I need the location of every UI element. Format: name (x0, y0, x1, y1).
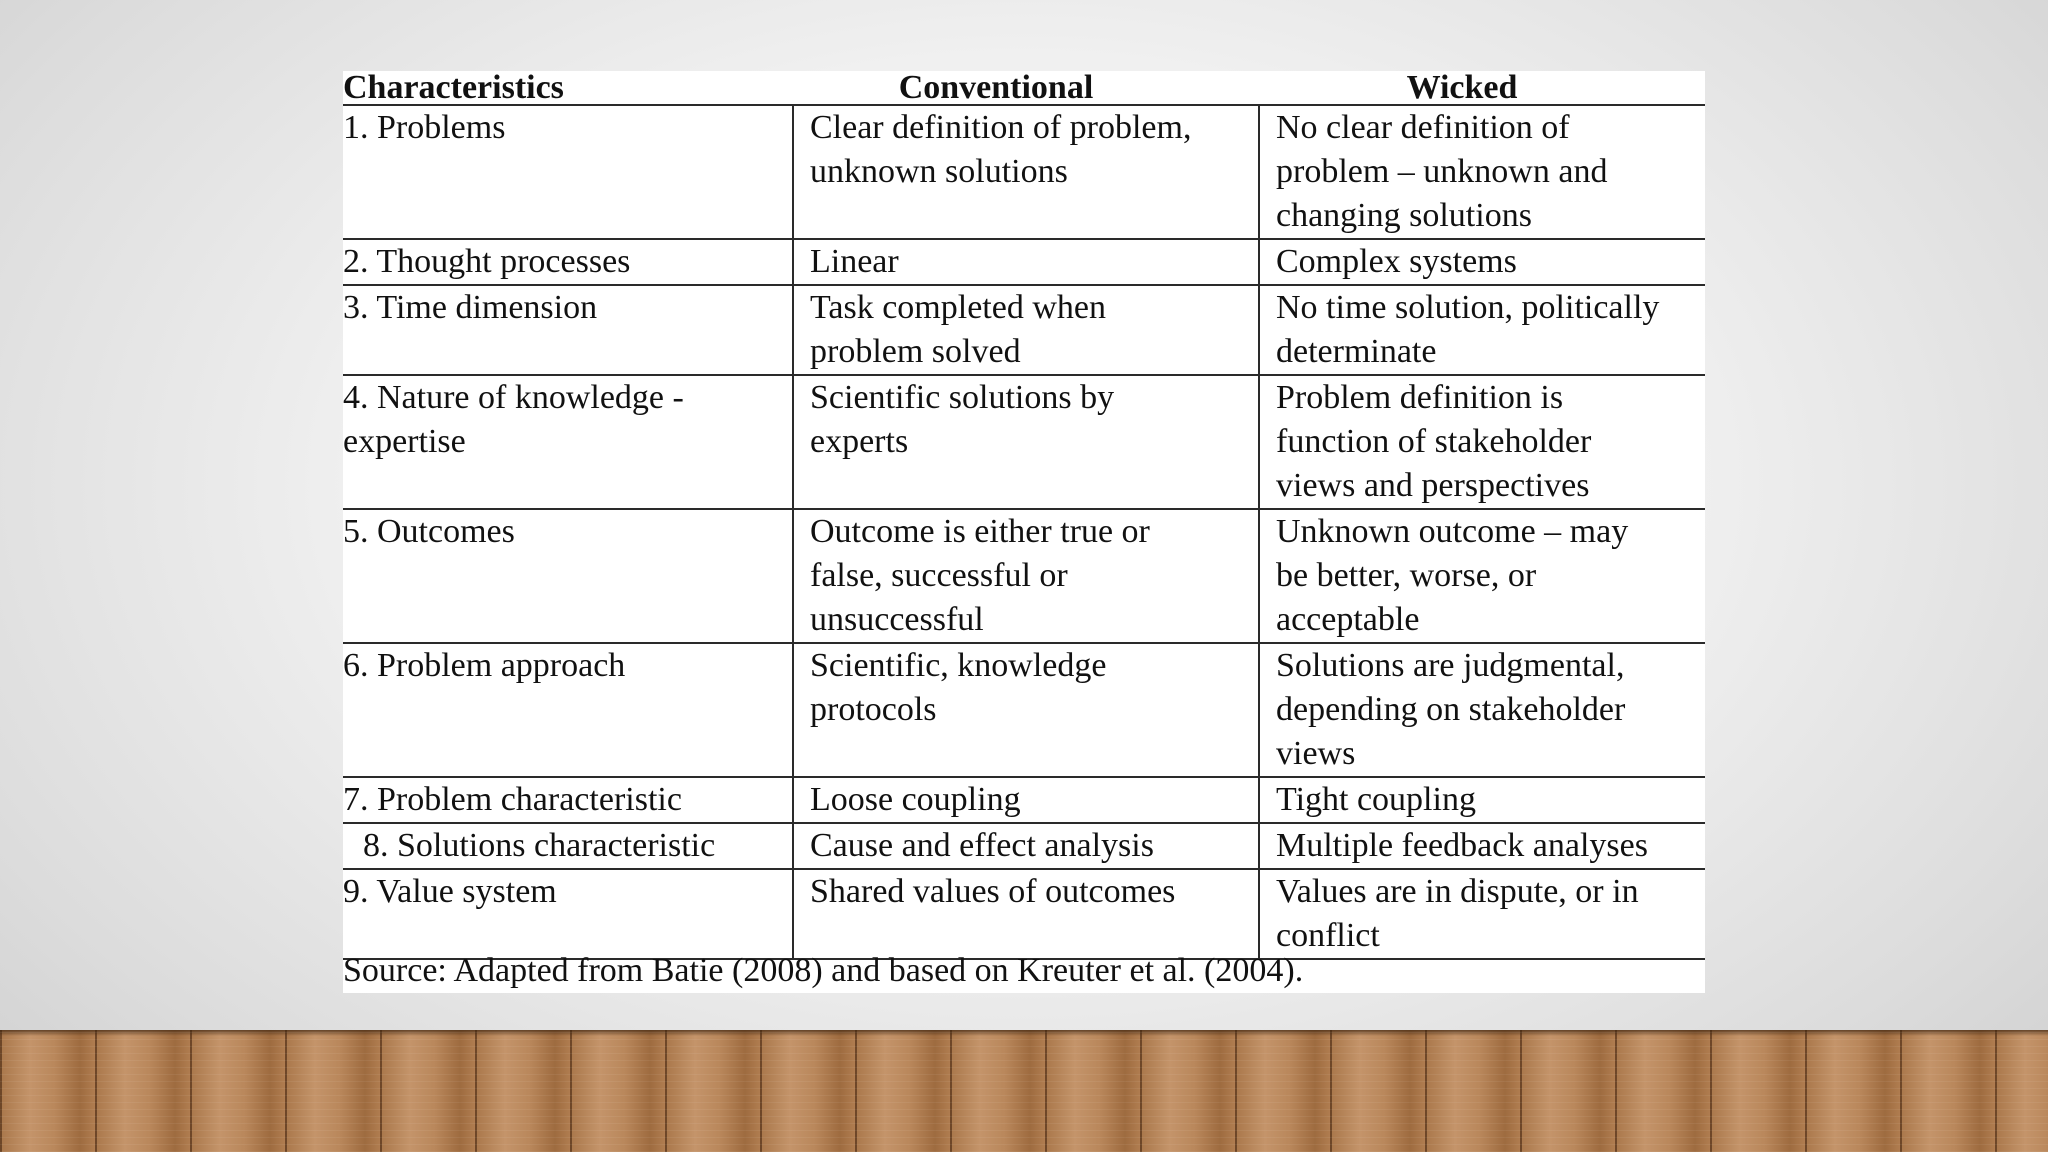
table-row (343, 509, 1705, 643)
header-characteristics: Characteristics (343, 71, 793, 105)
table-row (343, 375, 1705, 509)
wicked-cell: Values are in dispute, or in conflict (1259, 869, 1705, 959)
wicked-cell: Solutions are judgmental, depending on stakeholder views (1259, 643, 1705, 777)
table-row (343, 777, 1705, 823)
conventional-cell: Scientific, knowledge protocols (793, 643, 1259, 777)
wicked-cell: Complex systems (1259, 239, 1705, 285)
characteristic-cell: 1. Problems (343, 105, 793, 239)
wood-floor-background (0, 1030, 2048, 1152)
conventional-cell: Linear (793, 239, 1259, 285)
characteristic-cell: 6. Problem approach (343, 643, 793, 777)
conventional-cell: Outcome is either true or false, successful or unsuccessful (793, 509, 1259, 643)
wicked-cell: Multiple feedback analyses (1259, 823, 1705, 869)
conventional-cell: Scientific solutions by experts (793, 375, 1259, 509)
wicked-cell: Problem definition is function of stakeholder views and perspectives (1259, 375, 1705, 509)
table-row (343, 285, 1705, 375)
wicked-cell: No time solution, politically determinate (1259, 285, 1705, 375)
table-row (343, 823, 1705, 869)
header-conventional: Conventional (793, 71, 1259, 105)
table-header-row (343, 71, 1705, 105)
conventional-cell: Task completed when problem solved (793, 285, 1259, 375)
slide-table-panel (343, 71, 1705, 993)
conventional-cell: Clear definition of problem, unknown solutions (793, 105, 1259, 239)
characteristic-cell: 8. Solutions characteristic (343, 823, 793, 869)
conventional-cell: Shared values of outcomes (793, 869, 1259, 959)
table-row (343, 643, 1705, 777)
wicked-cell: Tight coupling (1259, 777, 1705, 823)
wicked-cell: Unknown outcome – may be better, worse, or acceptable (1259, 509, 1705, 643)
characteristic-cell: 9. Value system (343, 869, 793, 959)
table-row (343, 239, 1705, 285)
table-row (343, 869, 1705, 959)
characteristic-cell: 7. Problem characteristic (343, 777, 793, 823)
table-row (343, 105, 1705, 239)
characteristic-cell: 4. Nature of knowledge - expertise (343, 375, 793, 509)
conventional-cell: Loose coupling (793, 777, 1259, 823)
characteristic-cell: 5. Outcomes (343, 509, 793, 643)
characteristic-cell: 2. Thought processes (343, 239, 793, 285)
characteristic-cell: 3. Time dimension (343, 285, 793, 375)
source-citation: Source: Adapted from Batie (2008) and based on Kreuter et al. (2004). (343, 952, 1304, 989)
header-wicked: Wicked (1259, 71, 1705, 105)
conventional-cell: Cause and effect analysis (793, 823, 1259, 869)
comparison-table (343, 71, 1705, 960)
wicked-cell: No clear definition of problem – unknown and changing solutions (1259, 105, 1705, 239)
